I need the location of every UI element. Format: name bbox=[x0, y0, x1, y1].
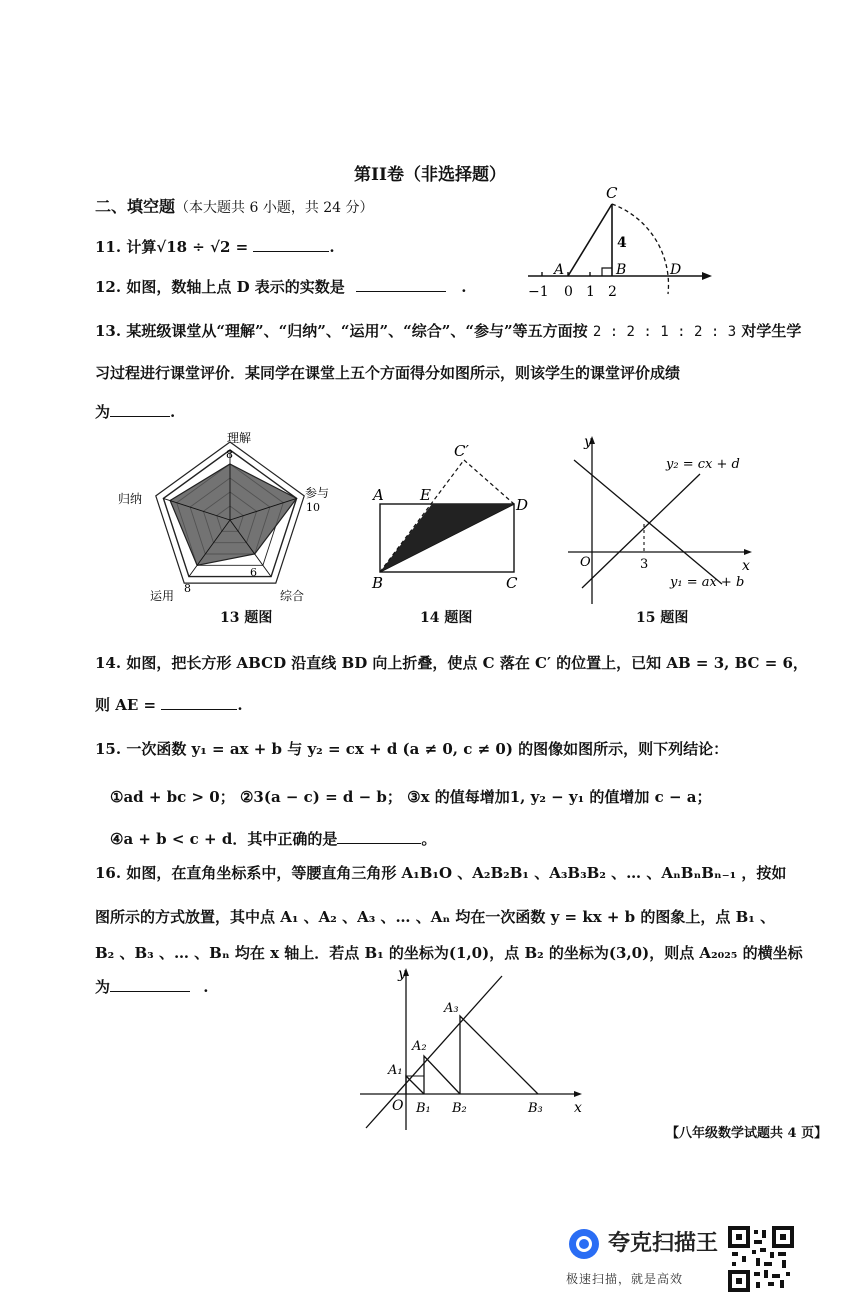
label-A: A bbox=[554, 262, 565, 278]
q12-figure bbox=[520, 182, 720, 302]
fig14-label-D: D bbox=[516, 496, 529, 514]
fig15-x-arrow bbox=[744, 549, 752, 555]
part-heading-text: 二、填空题 bbox=[95, 197, 176, 216]
fig16-x-arrow bbox=[574, 1091, 582, 1097]
q16-end: . bbox=[203, 978, 209, 996]
question-13-line1 bbox=[95, 320, 801, 341]
q13-ratio: 2 : 2 : 1 : 2 : 3 bbox=[592, 324, 737, 340]
fig15-label-x: x bbox=[742, 558, 750, 574]
scanner-brand: 夸克扫描王 bbox=[608, 1231, 719, 1256]
q15-line3: ④a + b < c + d．其中正确的是 bbox=[110, 830, 338, 848]
fig16-label-A1: A₁ bbox=[388, 1063, 403, 1078]
caption-13: 13 题图 bbox=[220, 610, 273, 626]
fig15-label-l1: y₁ = ax + b bbox=[670, 575, 745, 590]
fig14-figure bbox=[360, 440, 540, 600]
radar-value-zonghe: 6 bbox=[250, 566, 257, 579]
fig16-label-B3: B₃ bbox=[528, 1101, 543, 1116]
question-15-line3 bbox=[110, 828, 436, 849]
fig15-label-y: y bbox=[584, 434, 592, 450]
q15-line2: ①ad + bc > 0； ②3(a − c) = d − b； ③x 的值每增加1, y₂ − y₁ 的值增加 c − a； bbox=[110, 788, 712, 806]
section-title: 第II卷（非选择题） bbox=[354, 165, 506, 185]
segment-ac bbox=[568, 204, 612, 276]
scanner-slogan: 极速扫描，就是高效 bbox=[566, 1272, 684, 1286]
q14-answer-blank[interactable] bbox=[161, 695, 237, 710]
fig14-label-E: E bbox=[420, 486, 431, 504]
fig16-label-A3: A₃ bbox=[444, 1001, 459, 1016]
q16-line4: 为 bbox=[95, 978, 111, 996]
radar-label-yunyong: 运用 bbox=[150, 589, 175, 603]
fig16-label-O: O bbox=[392, 1098, 404, 1114]
radar-label-zonghe: 综合 bbox=[280, 589, 305, 603]
q14-line1: 14. 如图，把长方形 ABCD 沿直线 BD 向上折叠，使点 C 落在 C′ 的位置上，已知 AB = 3, BC = 6， bbox=[95, 654, 808, 672]
tick-label-2: 2 bbox=[608, 284, 617, 300]
fig15-label-O: O bbox=[580, 555, 591, 570]
q11-end: . bbox=[329, 238, 335, 256]
q12-answer-blank[interactable] bbox=[356, 277, 446, 292]
line-kx-b bbox=[366, 976, 502, 1128]
caption-15: 15 题图 bbox=[636, 610, 689, 626]
question-12 bbox=[95, 276, 467, 297]
label-C: C bbox=[606, 184, 618, 202]
label-height-4: 4 bbox=[617, 235, 627, 251]
triangle-2 bbox=[424, 1056, 460, 1094]
radar-figure bbox=[110, 428, 350, 608]
caption-14: 14 题图 bbox=[420, 610, 473, 626]
q16-line2: 图所示的方式放置，其中点 A₁ 、A₂ 、A₃ 、… 、Aₙ 均在一次函数 y = kx + b 的图象上，点 B₁ 、 bbox=[95, 908, 776, 926]
radar-label-canyu: 参与 bbox=[305, 486, 330, 500]
question-11 bbox=[95, 236, 335, 257]
right-angle-mark bbox=[602, 268, 612, 276]
tick-label-minus1: −1 bbox=[528, 284, 549, 300]
triangle-1 bbox=[406, 1076, 424, 1094]
fig15-label-3: 3 bbox=[640, 557, 649, 572]
q13-line1: 13. 某班级课堂从“理解”、“归纳”、“运用”、“综合”、“参与”等五方面按 bbox=[95, 322, 588, 340]
fig15-figure bbox=[560, 432, 760, 608]
q13-end: . bbox=[170, 403, 176, 421]
fig14-label-B: B bbox=[372, 574, 384, 592]
q13-line2: 习过程进行课堂评价．某同学在课堂上五个方面得分如图所示，则该学生的课堂评价成绩 bbox=[95, 364, 681, 382]
q16-line1: 16. 如图，在直角坐标系中，等腰直角三角形 A₁B₁O 、A₂B₂B₁ 、A₃B₃B₂ 、… 、AₙBₙBₙ₋₁ ，按如 bbox=[95, 864, 787, 882]
tick-label-1: 1 bbox=[586, 284, 595, 300]
page-note: 【八年级数学试题共 4 页】 bbox=[666, 1126, 828, 1141]
number-line-arrow bbox=[702, 272, 712, 280]
q15-end: 。 bbox=[421, 830, 437, 848]
radar-value-yunyong: 8 bbox=[184, 582, 191, 595]
tick-label-0: 0 bbox=[564, 284, 573, 300]
q15-line1: 15. 一次函数 y₁ = ax + b 与 y₂ = cx + d (a ≠ 0, c ≠ 0) 的图像如图所示，则下列结论： bbox=[95, 740, 729, 758]
q11-text: 计算√18 ÷ √2 = bbox=[126, 238, 249, 256]
fig16-label-B2: B₂ bbox=[452, 1101, 467, 1116]
fig16-figure bbox=[352, 966, 592, 1134]
q16-line3: B₂ 、B₃ 、… 、Bₙ 均在 x 轴上．若点 B₁ 的坐标为(1,0)，点 B₂ 的坐标为(3,0)，则点 A₂₀₂₅ 的横坐标 bbox=[95, 944, 803, 962]
triangle-3 bbox=[460, 1016, 538, 1094]
fig16-label-x: x bbox=[574, 1100, 582, 1116]
radar-value-canyu: 10 bbox=[306, 501, 320, 514]
q11-answer-blank[interactable] bbox=[253, 237, 329, 252]
fig14-label-C-prime: C′ bbox=[454, 442, 469, 460]
fig14-label-A: A bbox=[373, 486, 384, 504]
q11-num: 11. bbox=[95, 238, 122, 256]
label-B: B bbox=[616, 262, 627, 278]
qr-code-icon bbox=[728, 1226, 794, 1292]
q12-text: 如图，数轴上点 D 表示的实数是 bbox=[126, 278, 345, 296]
fig15-label-l2: y₂ = cx + d bbox=[666, 457, 740, 472]
q14-line2: 则 AE = bbox=[95, 696, 157, 714]
fig16-label-A2: A₂ bbox=[412, 1039, 427, 1054]
q12-end: . bbox=[461, 278, 467, 296]
q15-answer-blank[interactable] bbox=[337, 829, 421, 844]
part-heading-note: （本大题共 6 小题，共 24 分） bbox=[175, 200, 374, 216]
label-D: D bbox=[670, 262, 682, 278]
q16-answer-blank[interactable] bbox=[110, 977, 190, 992]
radar-value-lijie: 8 bbox=[226, 448, 233, 461]
q14-end: . bbox=[237, 696, 243, 714]
q13-line1b: 对学生学 bbox=[741, 322, 802, 340]
part-heading bbox=[95, 194, 374, 217]
q12-num: 12. bbox=[95, 278, 122, 296]
fig16-label-y: y bbox=[398, 966, 406, 982]
question-13-line3 bbox=[95, 401, 175, 422]
fig14-label-C: C bbox=[506, 574, 518, 592]
fig16-label-B1: B₁ bbox=[416, 1101, 431, 1116]
question-14-line2 bbox=[95, 694, 243, 715]
dashed-c-prime-d bbox=[464, 460, 514, 504]
radar-label-lijie: 理解 bbox=[227, 431, 252, 445]
q13-answer-blank[interactable] bbox=[110, 402, 170, 417]
quark-logo-icon bbox=[566, 1226, 602, 1262]
question-16-line4 bbox=[95, 976, 208, 997]
q13-line3: 为 bbox=[95, 403, 111, 421]
radar-label-guina: 归纳 bbox=[118, 492, 143, 506]
